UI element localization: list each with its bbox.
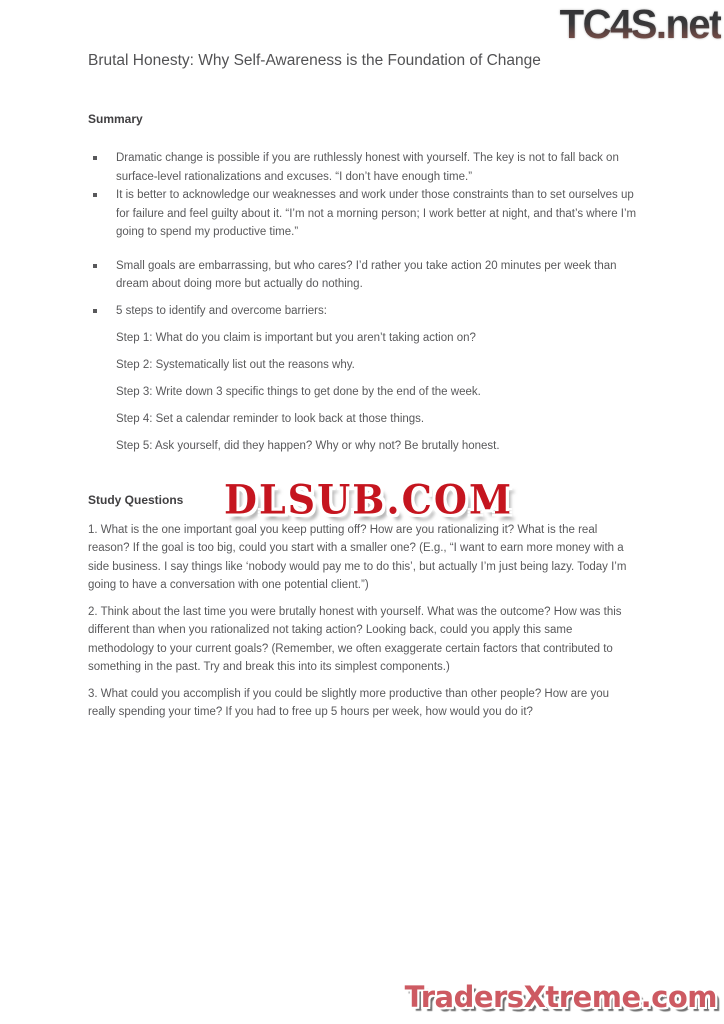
question-paragraph: 3. What could you accomplish if you could be slightly more productive than other people? How are you really spending your time? If you had to free up 5 hours per week, how would you do it? bbox=[88, 687, 609, 718]
bullet-text: 5 steps to identify and overcome barriers: bbox=[116, 304, 327, 317]
bullet-text: Small goals are embarrassing, but who cares? I’d rather you take action 20 minutes per week than dream about doing more but actually do nothing. bbox=[116, 259, 617, 290]
step-item: Step 4: Set a calendar reminder to look back at those things. bbox=[116, 413, 425, 425]
summary-list bbox=[88, 149, 637, 320]
bullet-icon bbox=[93, 156, 97, 160]
list-item bbox=[88, 149, 637, 186]
bullet-icon bbox=[93, 309, 97, 313]
page-title: Brutal Honesty: Why Self-Awareness is the Foundation of Change bbox=[88, 52, 541, 69]
study-questions-heading: Study Questions bbox=[88, 492, 184, 507]
bullet-icon bbox=[93, 264, 97, 268]
question-paragraph: 2. Think about the last time you were brutally honest with yourself. What was the outcome? How was this different than when you rationalized not taking action? Looking back, could you apply this same methodology to your current goals? (Remember, we often exaggerate certain factors that contributed to something in the past. Try and break this into its simplest components.) bbox=[88, 605, 622, 673]
document-content bbox=[88, 51, 637, 722]
list-item bbox=[88, 186, 637, 242]
list-item bbox=[88, 257, 637, 294]
step-item: Step 5: Ask yourself, did they happen? Why or why not? Be brutally honest. bbox=[116, 440, 500, 452]
dlsub-watermark: DLSUB.COM bbox=[224, 475, 514, 524]
bullet-icon bbox=[93, 193, 97, 197]
question-paragraph: 1. What is the one important goal you keep putting off? How are you rationalizing it? What is the real reason? If the goal is too big, could you start with a smaller one? (E.g., “I want to earn more money with a side business. I say things like ‘nobody would pay me to do this’, but actually I’m just being lazy. Today I’m going to have a conversation with one potential client.”) bbox=[88, 523, 627, 591]
bullet-text: Dramatic change is possible if you are ruthlessly honest with yourself. The key is not to fall back on surface-level rationalizations and excuses. “I don’t have enough time.” bbox=[116, 152, 619, 183]
step-item: Step 1: What do you claim is important but you aren’t taking action on? bbox=[116, 332, 476, 344]
step-item: Step 3: Write down 3 specific things to get done by the end of the week. bbox=[116, 386, 481, 398]
tradersxtreme-watermark: TradersXtreme.com bbox=[404, 980, 717, 1014]
tc4s-logo: TC4S.net bbox=[559, 1, 721, 48]
summary-heading: Summary bbox=[88, 112, 143, 126]
list-item bbox=[88, 302, 637, 321]
steps-list bbox=[116, 329, 637, 456]
step-item: Step 2: Systematically list out the reasons why. bbox=[116, 359, 355, 371]
bullet-text: It is better to acknowledge our weaknesses and work under those constraints than to set ourselves up for failure and feel guilty about it. “I’m not a morning person; I work better at night, and that’s where I’m going to spend my productive time.” bbox=[116, 189, 637, 238]
